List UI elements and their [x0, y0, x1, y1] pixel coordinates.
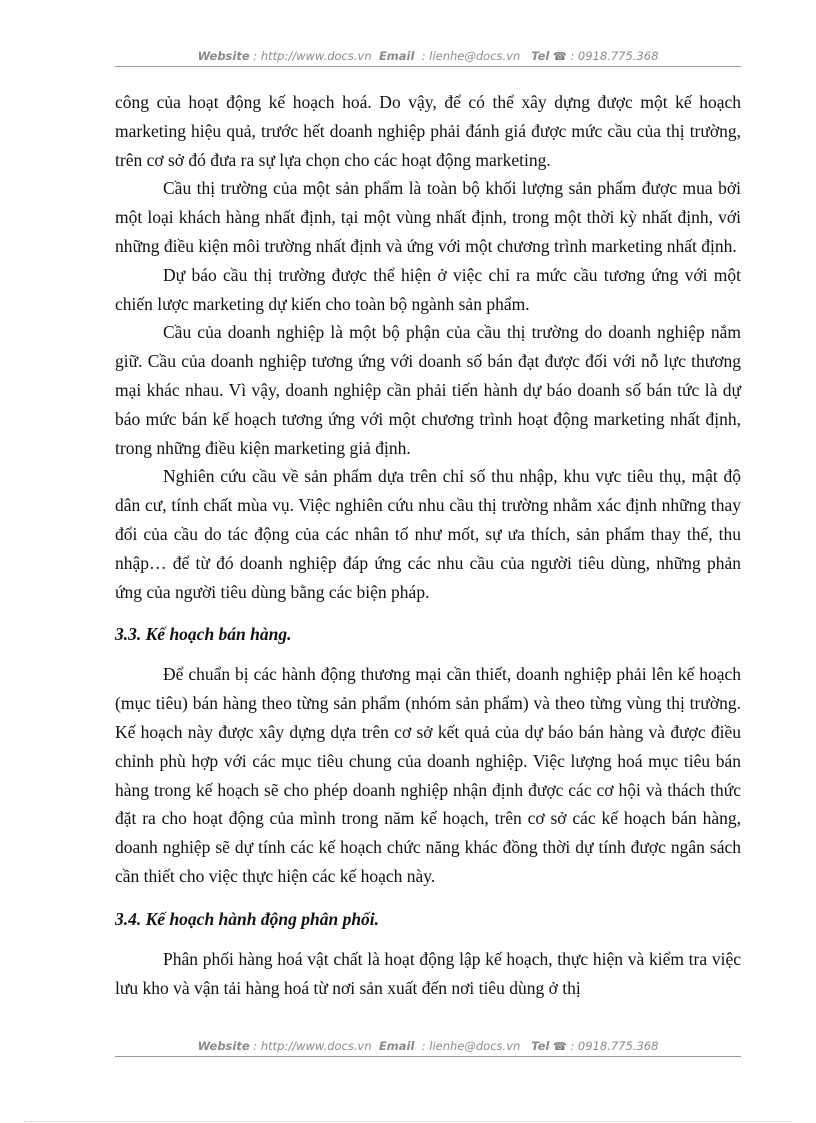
- header-tel-label: Tel: [531, 49, 550, 63]
- footer-website-sep: :: [249, 1039, 261, 1053]
- header-website-url[interactable]: http://www.docs.vn: [260, 49, 372, 63]
- paragraph-6: Để chuẩn bị các hành động thương mại cần thiết, doanh nghiệp phải lên kế hoạch (mục tiêu) bán hàng theo từng sản phẩm (nhóm sản phẩm) và theo từng vùng thị trường. Kế hoạch này được xây dựng dựa trên cơ sở kết quả của dự báo bán hàng và được điều chỉnh phù hợp với các mục tiêu chung của doanh nghiệp. Việc lượng hoá mục tiêu bán hàng trong kế hoạch sẽ cho phép doanh nghiệp nhận định được các cơ hội và thách thức đặt ra cho hoạt động của mình trong năm kế hoạch, trên cơ sở các kế hoạch bán hàng, doanh nghiệp sẽ dự tính các kế hoạch chức năng khác đồng thời dự tính được ngân sách cần thiết cho việc thực hiện các kế hoạch này.: [115, 664, 741, 886]
- header-email-value[interactable]: lienhe@docs.vn: [429, 49, 521, 63]
- paragraph-3: Dự báo cầu thị trường được thể hiện ở việc chỉ ra mức cầu tương ứng với một chiến lược marketing dự kiến cho toàn bộ ngành sản phẩm.: [115, 264, 741, 314]
- footer-divider: [115, 1056, 741, 1057]
- footer-email-value[interactable]: lienhe@docs.vn: [429, 1039, 521, 1053]
- footer-website-label: Website: [197, 1039, 250, 1053]
- header-tel-sep: :: [566, 49, 578, 63]
- footer-website-url[interactable]: http://www.docs.vn: [260, 1039, 372, 1053]
- section-heading-3-4: 3.4. Kế hoạch hành động phân phối.: [115, 908, 380, 929]
- phone-icon: ☎: [553, 1040, 567, 1053]
- header-website-label: Website: [197, 49, 250, 63]
- phone-icon: ☎: [553, 50, 567, 63]
- footer-email-label: Email: [378, 1039, 415, 1053]
- section-heading-3-3: 3.3. Kế hoạch bán hàng.: [115, 624, 292, 645]
- paragraph-4: Cầu của doanh nghiệp là một bộ phận của cầu thị trường do doanh nghiệp nắm giữ. Cầu của doanh nghiệp tương ứng với doanh số bán đạt được đối với nỗ lực thương mại khác nhau. Vì vậy, doanh nghiệp cần phải tiến hành dự báo doanh số bán tức là dự báo mức bán kế hoạch tương ứng với một chương trình hoạt động marketing nhất định, trong những điều kiện marketing giả định.: [115, 322, 741, 458]
- footer-email-sep: :: [418, 1039, 430, 1053]
- footer-tel-sep: :: [566, 1039, 578, 1053]
- header-email-sep: :: [418, 49, 430, 63]
- paragraph-5: Nghiên cứu cầu về sản phẩm dựa trên chỉ số thu nhập, khu vực tiêu thụ, mật độ dân cư, tính chất mùa vụ. Việc nghiên cứu nhu cầu thị trường nhằm xác định những thay đổi của cầu do tác động của các nhân tố như mốt, sự ưa thích, sản phẩm thay thế, thu nhập… để từ đó doanh nghiệp đáp ứng các nhu cầu của người tiêu dùng, những phản ứng của người tiêu dùng bằng các biện pháp.: [115, 466, 741, 602]
- page-boundary: [24, 1121, 792, 1122]
- paragraph-1: công của hoạt động kế hoạch hoá. Do vậy, để có thể xây dựng được một kế hoạch marketing hiệu quả, trước hết doanh nghiệp phải đánh giá được mức cầu của thị trường, trên cơ sở đó đưa ra sự lựa chọn cho các hoạt động marketing.: [115, 92, 741, 170]
- footer-tel-value: 0918.775.368: [577, 1039, 659, 1053]
- page-footer: [115, 1039, 741, 1053]
- document-body: [115, 88, 741, 1002]
- footer-tel-label: Tel: [531, 1039, 550, 1053]
- page-header: [115, 49, 741, 63]
- header-tel-value: 0918.775.368: [577, 49, 659, 63]
- paragraph-2: Cầu thị trường của một sản phẩm là toàn bộ khối lượng sản phẩm được mua bởi một loại khách hàng nhất định, tại một vùng nhất định, trong một thời kỳ nhất định, với những điều kiện môi trường nhất định và ứng với một chương trình marketing nhất định.: [115, 178, 741, 256]
- header-divider: [115, 66, 741, 67]
- header-website-sep: :: [249, 49, 261, 63]
- paragraph-7: Phân phối hàng hoá vật chất là hoạt động lập kế hoạch, thực hiện và kiểm tra việc lưu kho và vận tải hàng hoá từ nơi sản xuất đến nơi tiêu dùng ở thị: [115, 948, 741, 998]
- header-email-label: Email: [378, 49, 415, 63]
